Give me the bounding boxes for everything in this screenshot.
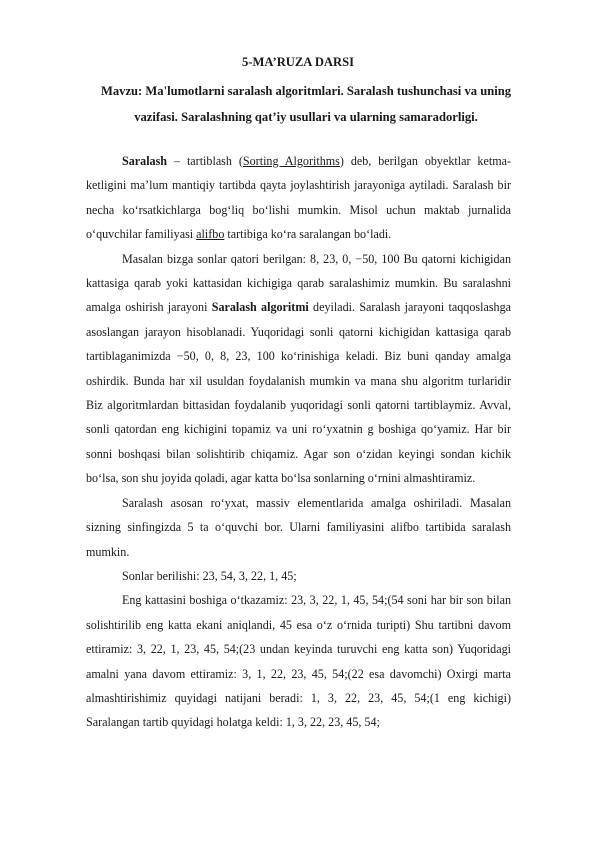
definition-text-3: tartibiga ko‘ra saralangan bo‘ladi. <box>224 227 392 242</box>
alifbo-link[interactable]: alifbo <box>196 227 225 242</box>
term-saralash-algoritmi: Saralash algoritmi <box>211 300 309 315</box>
definition-text-2: ) deb, berilgan obyektlar ketma-ketligini ma’lum mantiqiy tartibda qayta joylashtirish jarayoniga aytiladi. Saralash bir necha ko‘rsatkichlarga bog‘liq bo‘lishi mumkin. Misol uchun maktab jurnalida o‘quvchilar familiyasi <box>86 154 511 242</box>
paragraph-array: Saralash asosan ro‘yxat, massiv elementlarida amalga oshiriladi. Masalan sizning sinfingizda 5 ta o‘quvchi bor. Ularni familiyasini alifbo tartibida saralash mumkin. <box>86 495 511 559</box>
definition-text-1: – tartiblash ( <box>167 154 243 168</box>
paragraph-example <box>86 247 511 491</box>
paragraph-steps: Eng kattasini boshiga o‘tkazamiz: 23, 3, 22, 1, 45, 54;(54 soni har bir son bilan solishtirilib eng katta ekani aniqlandi, 45 esa o‘z o‘rnida turipti) Shu tartibni davom ettiramiz: 3, 22, 1, 23, 45, 54;(23 undan keyinda turuvchi eng katta son) Yuqoridagi amalni yana davom ettiramiz: 3, 1, 22, 23, 45, 54;(22 esa davomchi) Oxirgi marta almashtirishimiz quyidagi natijani beradi: 1, 3, 22, 23, 45, 54;(1 eng kichigi) Saralangan tartib quyidagi holatga keldi: 1, 3, 22, 23, 45, 54; <box>86 593 511 730</box>
example-text-2: deyiladi. Saralash jarayoni taqqoslashga asoslangan jarayon hisoblanadi. Yuqoridagi sonli qatorni kichigidan kattasiga qarab tartiblaganimizda −50, 0, 8, 23, 100 ko‘rinishiga keladi. Biz buni qanday amalga oshirdik. Bunda har xil usuldan foydalanish mumkin va mana shu algoritm turlaridir Biz algoritmlardan bittasidan foydalanib yuqoridagi sonli qatorni tartiblaymiz. Avval, sonli qatordan eng kichigini topamiz va uni ro‘yxatnin g boshiga qo‘yamiz. Har bir sonni boshqasi bilan solishtirib chiqamiz. Agar son o‘zidan keyingi sondan kichik bo‘lsa, son shu joyida qoladi, agar katta bo‘lsa sonlarning o‘rnini almashtiramiz. <box>86 300 511 486</box>
paragraph-definition <box>86 149 511 247</box>
lecture-title: 5-MA’RUZA DARSI <box>241 55 355 69</box>
document-body <box>86 149 511 735</box>
term-saralash: Saralash <box>122 154 168 168</box>
paragraph-input: Sonlar berilishi: 23, 54, 3, 22, 1, 45; <box>122 568 297 583</box>
lecture-topic: Mavzu: Ma'lumotlarni saralash algoritmlari. Saralash tushunchasi va uning vazifasi. Saralashning qat’iy usullari va ularning samaradorligi. <box>100 84 512 124</box>
sorting-algorithms-link[interactable]: Sorting Algorithms <box>242 154 340 168</box>
example-text-1: Masalan bizga sonlar qatori berilgan: 8, 23, 0, −50, 100 Bu qatorni kichigidan kattasiga qarab yoki kattasidan kichigiga qarab saralashimiz mumkin. Bu saralashni amalga oshirish jarayoni <box>86 251 511 315</box>
